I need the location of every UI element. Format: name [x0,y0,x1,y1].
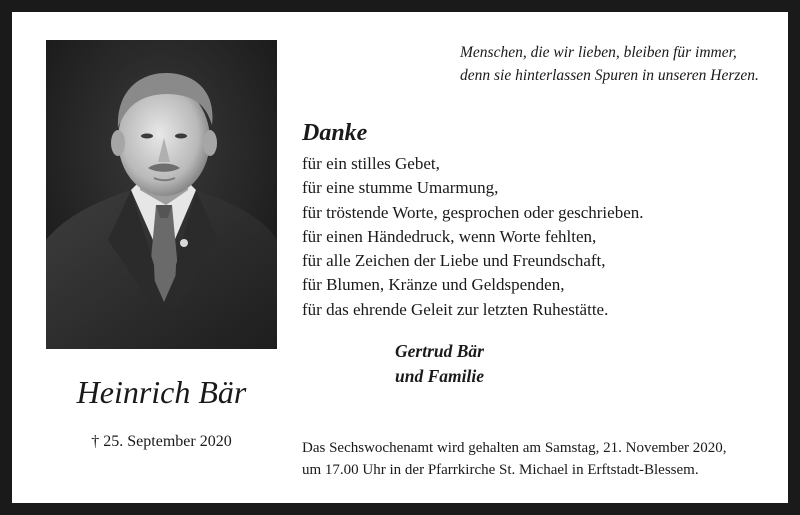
signature-name: Gertrud Bär [395,341,484,361]
service-announcement [302,438,726,481]
portrait-illustration [46,40,277,349]
quote-line: Menschen, die wir lieben, bleiben für immer, [460,44,737,61]
thanks-line: für tröstende Worte, gesprochen oder geschrieben. [302,202,644,222]
thanks-line: für Blumen, Kränze und Geldspenden, [302,275,565,295]
deceased-name: Heinrich Bär [76,374,247,410]
thanks-line: für einen Händedruck, wenn Worte fehlten, [302,226,597,246]
service-line: Das Sechswochenamt wird gehalten am Samstag, 21. November 2020, [302,440,727,456]
thanks-line: für alle Zeichen der Liebe und Freundschaft, [302,251,606,271]
signature [395,339,484,389]
thanks-line: für ein stilles Gebet, [302,154,440,173]
portrait-photo [46,40,277,349]
death-date: † 25. September 2020 [91,433,232,450]
memorial-quote [460,41,760,87]
thanks-line: für eine stumme Umarmung, [302,178,499,198]
thanks-list [302,152,644,322]
service-line: um 17.00 Uhr in der Pfarrkirche St. Michael in Erftstadt-Blessem. [302,461,699,478]
thanks-title: Danke [302,120,368,146]
quote-line: denn sie hinterlassen Spuren in unseren Herzen. [460,67,759,84]
thanks-line: für das ehrende Geleit zur letzten Ruhestätte. [302,299,609,319]
signature-family: und Familie [395,366,484,386]
